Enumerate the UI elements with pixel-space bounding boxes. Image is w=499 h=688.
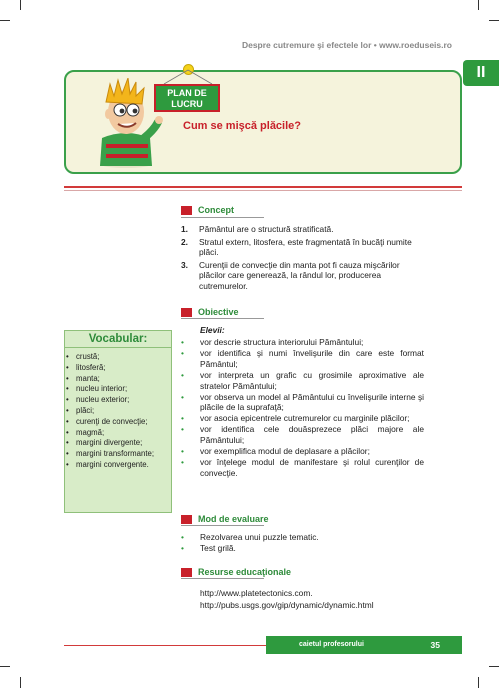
red-square-icon	[181, 568, 192, 577]
list-item: 2. Stratul extern, litosfera, este fragmentată în bucăţi numite plăci.	[181, 236, 412, 257]
concept-list	[181, 224, 426, 293]
crop-mark	[0, 666, 10, 667]
resource-link[interactable]: http://www.platetectonics.com.	[200, 588, 313, 598]
list-item: • nucleu interior;	[66, 384, 170, 395]
list-item: • manta;	[66, 374, 170, 385]
list-item: • margini divergente;	[66, 438, 170, 449]
list-item: 3. Curenţii de convecţie din manta pot fi cauza mişcărilor plăcilor care generează, la rândul lor, producerea cutremurelor.	[181, 259, 400, 291]
crop-mark	[478, 677, 479, 688]
list-item: • curenţi de convecţie;	[66, 417, 170, 428]
evaluation-heading: Mod de evaluare	[181, 514, 269, 524]
resource-link[interactable]: http://pubs.usgs.gov/gip/dynamic/dynamic.html	[200, 600, 374, 610]
list-item: • vor interpreta un grafic cu grosimile aproximative ale stratelor Pământului;	[181, 370, 424, 392]
list-item: • nucleu exterior;	[66, 395, 170, 406]
list-item: • Test grilă.	[181, 543, 421, 554]
chapter-tab: II	[463, 60, 499, 86]
concept-heading: Concept	[181, 205, 234, 215]
lesson-title: Cum se mişcă plăcile?	[183, 120, 301, 132]
section-rule	[181, 318, 264, 319]
list-item: • crustă;	[66, 352, 170, 363]
resources-heading: Resurse educaţionale	[181, 567, 291, 577]
running-header: Despre cutremure şi efectele lor • www.roeduseis.ro	[241, 40, 452, 50]
section-rule	[181, 525, 264, 526]
red-square-icon	[181, 206, 192, 215]
crop-mark	[489, 666, 499, 667]
section-rule	[181, 578, 264, 579]
list-item: • vor exemplifica modul de deplasare a plăcilor;	[181, 446, 424, 457]
crop-mark	[20, 0, 21, 10]
plan-label: PLAN DE LUCRU	[154, 84, 220, 112]
list-item: • plăci;	[66, 406, 170, 417]
list-item: 1. Pământul are o structură stratificată.	[181, 224, 334, 234]
crop-mark	[489, 20, 499, 21]
crop-mark	[478, 0, 479, 10]
footer-bar	[266, 636, 462, 654]
red-square-icon	[181, 308, 192, 317]
vocabulary-list	[66, 352, 170, 471]
red-square-icon	[181, 515, 192, 524]
vocabulary-title: Vocabular:	[64, 330, 172, 348]
list-item: • vor descrie structura interiorului Pământului;	[181, 337, 424, 348]
plan-divider	[64, 186, 462, 188]
objectives-heading: Obiective	[181, 307, 239, 317]
list-item: • vor asocia epicentrele cutremurelor cu marginile plăcilor;	[181, 413, 424, 424]
list-item: • magmă;	[66, 428, 170, 439]
section-rule	[181, 217, 264, 218]
plan-divider-thin	[64, 190, 462, 191]
list-item: • margini convergente.	[66, 460, 170, 471]
list-item: • litosferă;	[66, 363, 170, 374]
objectives-list	[181, 337, 424, 479]
list-item: • margini transformante;	[66, 449, 170, 460]
list-item: • vor înţelege modul de manifestare şi rolul curenţilor de convecţie.	[181, 457, 424, 479]
list-item: • vor identifica şi numi învelişurile din care este format Pământul;	[181, 348, 424, 370]
crop-mark	[0, 20, 10, 21]
list-item: • Rezolvarea unui puzzle tematic.	[181, 532, 421, 543]
evaluation-list	[181, 532, 421, 554]
objectives-intro: Elevii:	[200, 325, 225, 335]
list-item: • vor observa un model al Pământului cu învelişurile interne şi plăcile de la suprafaţă;	[181, 392, 424, 414]
list-item: • vor identifica cele douăsprezece plăci majore ale Pământului;	[181, 424, 424, 446]
crop-mark	[20, 677, 21, 688]
footer-text: caietul profesorului	[299, 641, 364, 648]
footer-rule	[64, 645, 266, 646]
page-number: 35	[430, 640, 440, 650]
